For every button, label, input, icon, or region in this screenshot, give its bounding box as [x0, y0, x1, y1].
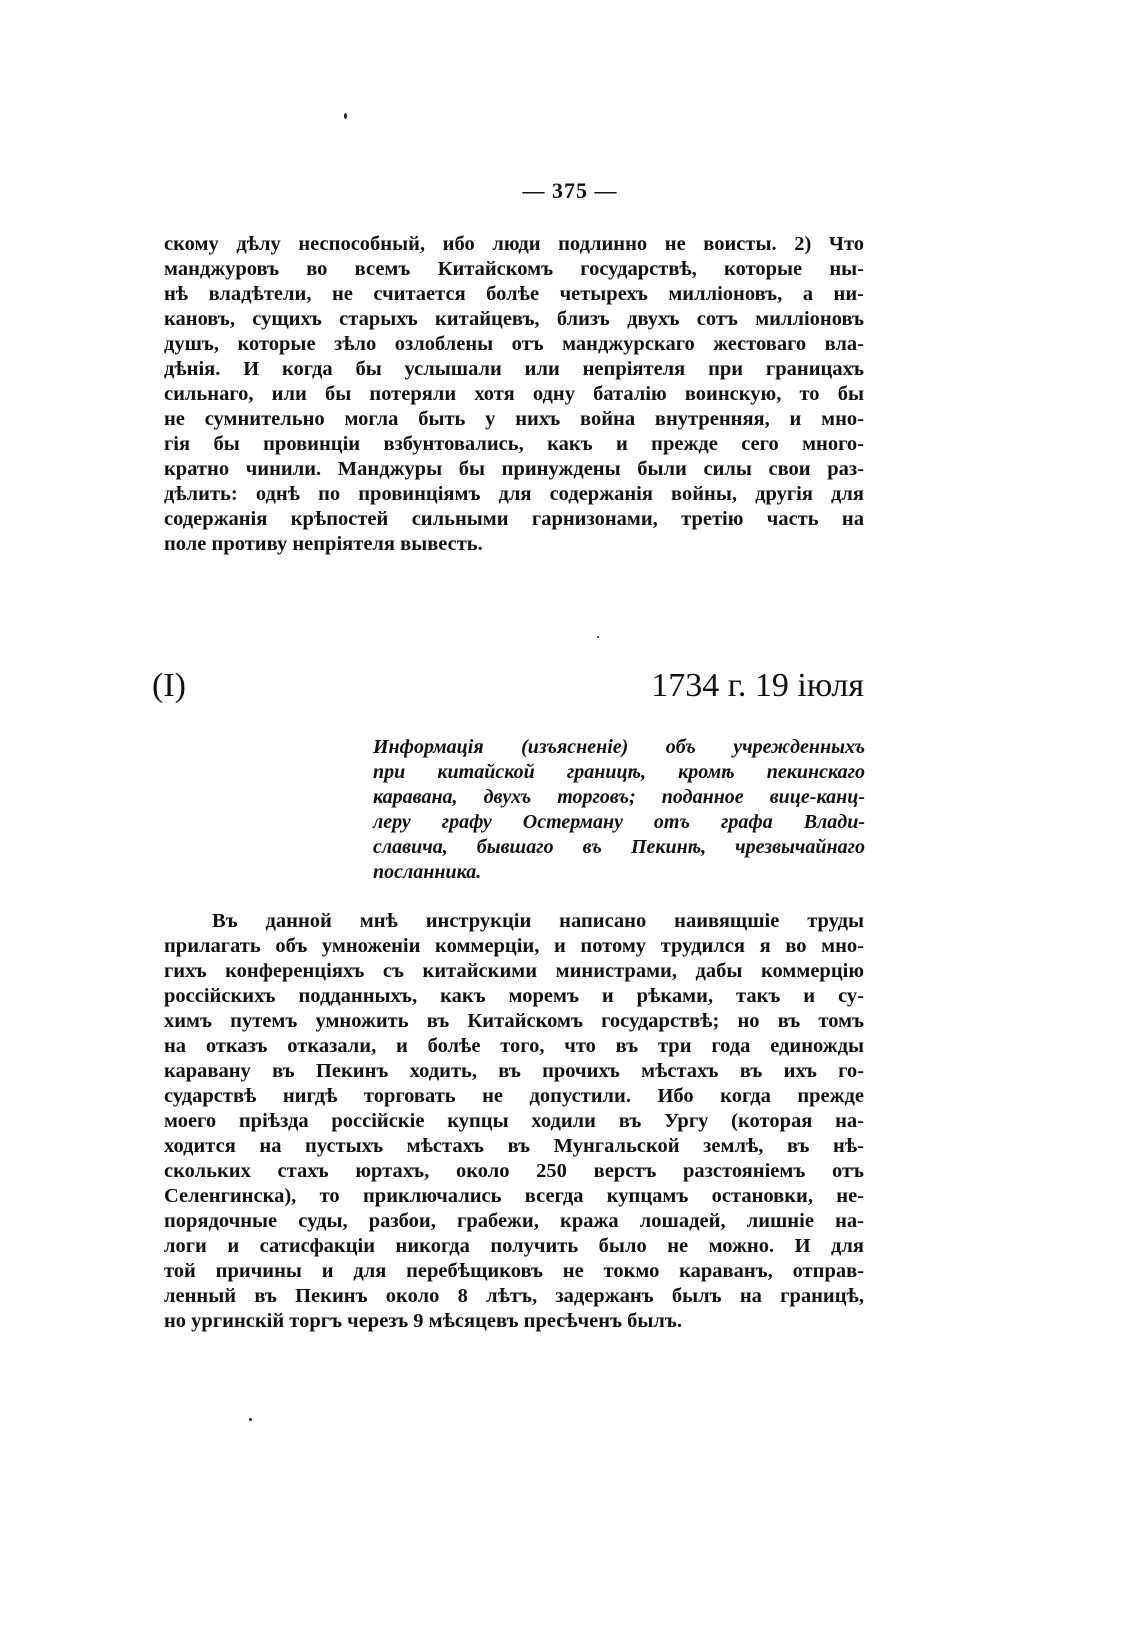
text-line: логи и сатисфакціи никогда получить было не можно. И для: [164, 1235, 864, 1257]
text-line: каравану въ Пекинъ ходить, въ прочихъ мѣстахъ въ ихъ го-: [164, 1060, 864, 1082]
text-line: на отказъ отказали, и болѣе того, что въ три года единожды: [164, 1035, 864, 1057]
text-line: скольких стахъ юртахъ, около 250 верстъ разстояніемъ отъ: [164, 1160, 864, 1182]
paragraph-continued: [164, 232, 864, 557]
text-line: дѣлить: однѣ по провинціямъ для содержанія войны, другія для: [164, 483, 864, 505]
text-line: содержанія крѣпостей сильными гарнизонами, третію часть на: [164, 508, 864, 530]
text-line: манджуровъ во всемъ Китайскомъ государствѣ, которые ны-: [164, 258, 864, 280]
summary-line: при китайской границѣ, кромѣ пекинскаго: [373, 761, 865, 783]
ink-speck: [344, 113, 347, 119]
text-line: россійскихъ подданныхъ, какъ моремъ и рѣками, такъ и су-: [164, 985, 864, 1007]
document-number: (I): [152, 667, 186, 704]
text-line: прилагать объ умноженіи коммерціи, и потому трудился я во мно-: [164, 935, 864, 957]
paragraph-body: [164, 909, 864, 1334]
summary-line: леру графу Остерману отъ графа Влади-: [373, 811, 865, 833]
text-line: поле противу непріятеля вывесть.: [164, 533, 483, 555]
text-line: гихъ конференціяхъ съ китайскими министрами, дабы коммерцію: [164, 960, 864, 982]
text-line: сильнаго, или бы потеряли хотя одну баталію воинскую, то бы: [164, 383, 864, 405]
text-line: Въ данной мнѣ инструкціи написано наивящшіе труды: [212, 910, 864, 932]
text-line: ленный въ Пекинъ около 8 лѣтъ, задержанъ былъ на границѣ,: [164, 1285, 864, 1307]
summary-line: славича, бывшаго въ Пекинѣ, чрезвычайнаго: [373, 836, 865, 858]
text-line: той причины и для перебѣщиковъ не токмо караванъ, отправ-: [164, 1260, 864, 1282]
ink-speck: [597, 636, 599, 638]
summary-line: Информація (изъясненіе) объ учрежденныхъ: [373, 736, 865, 758]
document-date: 1734 г. 19 іюля: [651, 667, 864, 704]
text-line: моего пріѣзда россійскіе купцы ходили въ Ургу (которая на-: [164, 1110, 864, 1132]
text-line: душъ, которые зѣло озлоблены отъ манджурскаго жестоваго вла-: [164, 333, 864, 355]
text-line: химъ путемъ умножить въ Китайскомъ государствѣ; но въ томъ: [164, 1010, 864, 1032]
text-line: дѣнія. И когда бы услышали или непріятеля при границахъ: [164, 358, 864, 380]
text-line: кратно чинили. Манджуры бы принуждены были силы свои раз-: [164, 458, 864, 480]
summary-line: посланника.: [373, 861, 482, 883]
text-line: кановъ, сущихъ старыхъ китайцевъ, близъ двухъ сотъ милліоновъ: [164, 308, 864, 330]
summary-line: каравана, двухъ торговъ; поданное вице-канц-: [373, 786, 865, 808]
document-heading: [152, 667, 864, 715]
text-line: скому дѣлу неспособный, ибо люди подлинно не воисты. 2) Что: [164, 233, 864, 255]
text-line: но ургинскій торгъ черезъ 9 мѣсяцевъ пресѣченъ былъ.: [164, 1310, 682, 1332]
ink-speck: [249, 1418, 252, 1421]
page-number: — 375 —: [522, 178, 618, 203]
text-line: не сумнительно могла быть у нихъ война внутренняя, и мно-: [164, 408, 864, 430]
text-line: нѣ владѣтели, не считается болѣе четырехъ милліоновъ, а ни-: [164, 283, 864, 305]
text-line: порядочные суды, разбои, грабежи, кража лошадей, лишніе на-: [164, 1210, 864, 1232]
text-line: ходится на пустыхъ мѣстахъ въ Мунгальской землѣ, въ нѣ-: [164, 1135, 864, 1157]
text-line: Селенгинска), то приключались всегда купцамъ остановки, не-: [164, 1185, 864, 1207]
document-summary: [373, 735, 865, 885]
text-line: сударствѣ нигдѣ торговать не допустили. Ибо когда прежде: [164, 1085, 864, 1107]
text-line: гія бы провинціи взбунтовались, какъ и прежде сего много-: [164, 433, 864, 455]
